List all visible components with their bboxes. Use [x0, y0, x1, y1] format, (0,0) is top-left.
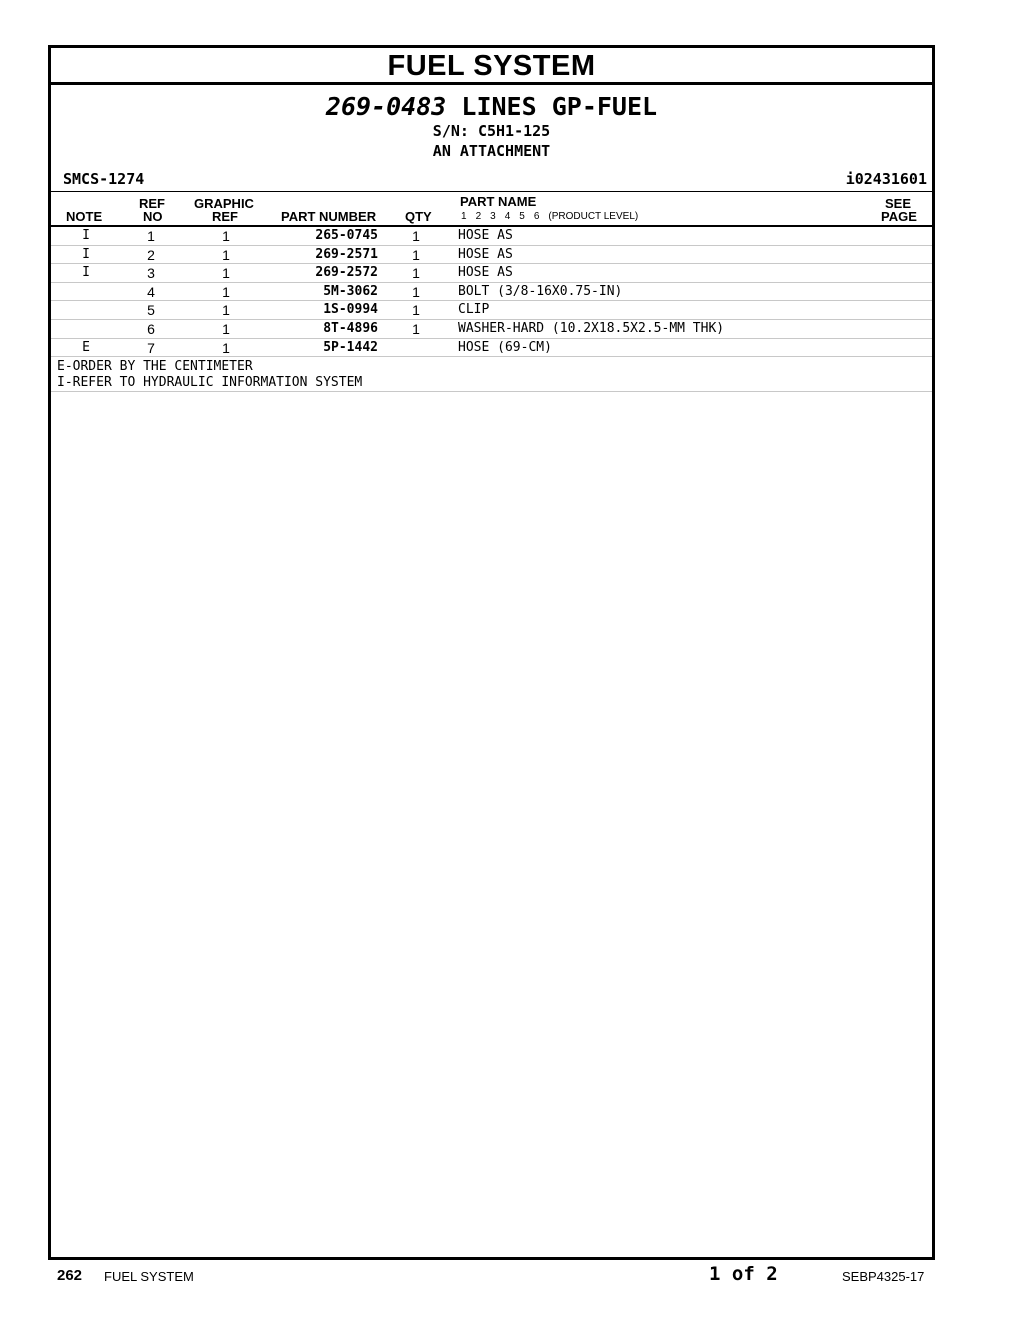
header-graphic-bottom: REF [212, 209, 238, 224]
header-product-levels [461, 211, 638, 222]
header-qty: QTY [405, 209, 432, 224]
row-note: E [82, 339, 90, 355]
row-graphic-ref: 1 [222, 265, 230, 282]
row-graphic-ref: 1 [222, 302, 230, 319]
table-row [51, 246, 932, 265]
row-part-name: WASHER-HARD (10.2X18.5X2.5-MM THK) [458, 320, 725, 336]
row-ref-no: 1 [147, 228, 155, 244]
row-qty: 1 [412, 320, 420, 337]
table-row [51, 301, 932, 320]
level-3: 3 [490, 211, 496, 222]
row-qty: 1 [412, 283, 420, 300]
note-line: I-REFER TO HYDRAULIC INFORMATION SYSTEM [57, 375, 363, 391]
row-part-number: 8T-4896 [323, 320, 378, 336]
row-graphic-ref: 1 [222, 339, 230, 356]
level-6: 6 [533, 211, 540, 222]
row-ref-no: 7 [147, 339, 155, 356]
row-ref-no: 2 [147, 246, 155, 263]
row-note: I [82, 265, 90, 281]
table-notes [51, 357, 932, 392]
footer-doc-code: SEBP4325-17 [842, 1269, 925, 1284]
table-row [51, 227, 932, 246]
header-see-bottom: PAGE [881, 209, 917, 224]
row-part-number: 265-0745 [315, 228, 378, 243]
row-part-number: 269-2571 [315, 246, 378, 262]
row-ref-no: 5 [147, 302, 155, 319]
row-graphic-ref: 1 [222, 320, 230, 337]
level-1: 1 [461, 211, 467, 222]
table-row [51, 264, 932, 283]
row-qty: 1 [412, 302, 420, 319]
group-header [51, 93, 932, 161]
row-part-name: HOSE (69-CM) [458, 339, 552, 355]
row-ref-no: 3 [147, 265, 155, 282]
page-footer [0, 1262, 1020, 1292]
header-ref-top: REF [139, 196, 165, 211]
table-row [51, 320, 932, 339]
header-see-top: SEE [885, 196, 912, 211]
level-4: 4 [504, 211, 511, 222]
header-ref-bottom: NO [143, 209, 163, 224]
table-row [51, 283, 932, 302]
footer-section: FUEL SYSTEM [104, 1269, 194, 1284]
row-qty: 1 [412, 265, 420, 282]
section-title: FUEL SYSTEM [51, 48, 932, 85]
levels-label: (PRODUCT LEVEL) [548, 211, 639, 222]
row-part-name: BOLT (3/8-16X0.75-IN) [458, 283, 623, 299]
parts-page-frame [48, 45, 935, 1260]
row-part-name: HOSE AS [458, 246, 513, 262]
row-graphic-ref: 1 [222, 283, 230, 300]
row-part-name: CLIP [458, 302, 490, 318]
row-part-name: HOSE AS [458, 265, 513, 281]
row-part-number: 5P-1442 [323, 339, 378, 355]
group-note: AN ATTACHMENT [432, 142, 551, 160]
row-part-number: 5M-3062 [323, 283, 378, 299]
header-part-name: PART NAME [460, 194, 537, 209]
group-number: 269-0483 [325, 92, 447, 121]
id-line [51, 167, 932, 191]
table-header [51, 191, 932, 227]
row-part-number: 269-2572 [315, 265, 378, 281]
footer-page-of: 1 of 2 [709, 1263, 778, 1285]
header-graphic-top: GRAPHIC [194, 196, 254, 211]
group-name: LINES GP-FUEL [461, 92, 658, 121]
group-title [51, 93, 932, 121]
row-graphic-ref: 1 [222, 228, 230, 244]
row-note: I [82, 246, 90, 262]
header-note: NOTE [66, 209, 103, 224]
header-part-number: PART NUMBER [281, 209, 377, 224]
table-row [51, 339, 932, 358]
row-ref-no: 4 [147, 283, 155, 300]
row-part-name: HOSE AS [458, 228, 513, 243]
row-note: I [82, 228, 90, 243]
row-qty: 1 [412, 246, 420, 263]
serial-number: S/N: C5H1-125 [432, 122, 551, 140]
row-graphic-ref: 1 [222, 246, 230, 263]
smcs-code: SMCS-1274 [63, 170, 145, 188]
row-qty: 1 [412, 228, 420, 244]
note-line: E-ORDER BY THE CENTIMETER [57, 359, 253, 375]
illustration-id: i02431601 [845, 170, 927, 188]
row-part-number: 1S-0994 [323, 302, 378, 318]
level-5: 5 [519, 211, 525, 222]
parts-table-body [51, 227, 932, 357]
row-ref-no: 6 [147, 320, 155, 337]
footer-page-number: 262 [57, 1267, 83, 1284]
level-2: 2 [475, 211, 482, 222]
